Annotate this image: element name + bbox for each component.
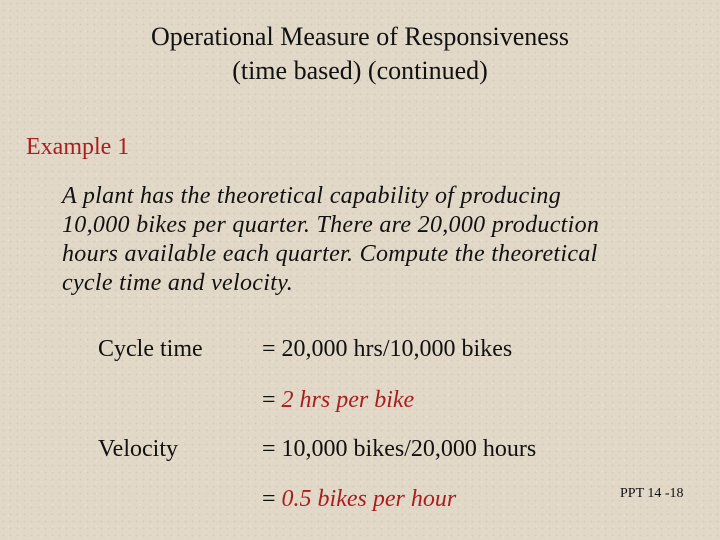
problem-line: 10,000 bikes per quarter. There are 20,000 production [62, 212, 600, 238]
example-heading: Example 1 [26, 134, 130, 160]
problem-line: A plant has the theoretical capability of producing [62, 183, 562, 209]
slide-title-line-1: Operational Measure of Responsiveness [150, 22, 570, 51]
slide-number: PPT 14 -18 [620, 486, 684, 501]
problem-statement [62, 182, 702, 298]
slide-title [0, 20, 720, 88]
problem-line: cycle time and velocity. [62, 270, 294, 296]
cycle-time-equals: = [262, 387, 282, 413]
cycle-time-result-line [262, 387, 414, 414]
velocity-result-line [262, 486, 456, 513]
velocity-formula: = 10,000 bikes/20,000 hours [262, 436, 537, 462]
velocity-label: Velocity [98, 436, 178, 462]
velocity-result: 0.5 bikes per hour [281, 486, 457, 512]
cycle-time-formula: = 20,000 hrs/10,000 bikes [262, 336, 513, 362]
problem-line: hours available each quarter. Compute the theoretical [62, 241, 598, 267]
slide-title-line-2: (time based) (continued) [232, 56, 488, 85]
cycle-time-result: 2 hrs per bike [281, 387, 415, 413]
velocity-equals: = [262, 486, 282, 512]
cycle-time-label: Cycle time [98, 336, 203, 362]
